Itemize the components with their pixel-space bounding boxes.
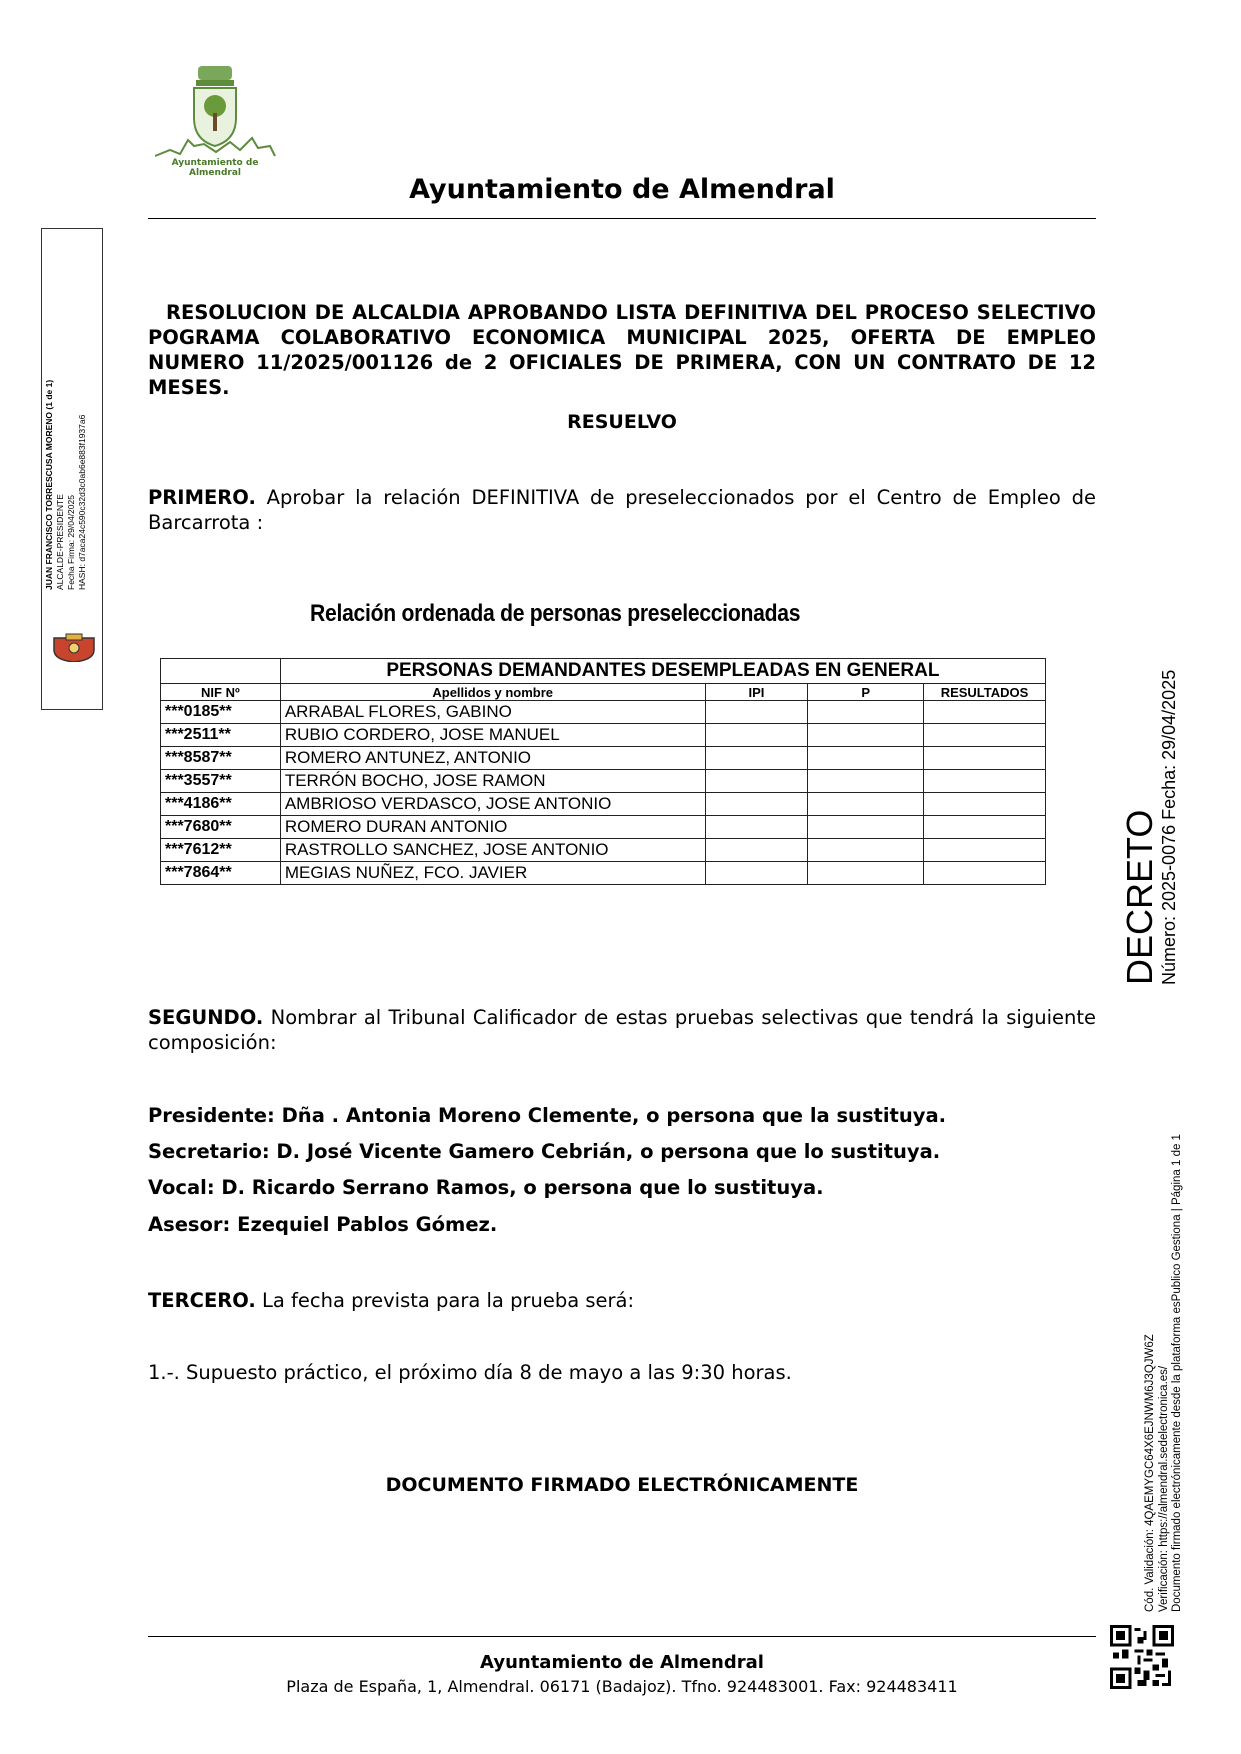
nif-cell: ***0185** [161,701,281,724]
tercero-text: La fecha prevista para la prueba será: [255,1289,635,1312]
tribunal-advisor: Asesor: Ezequiel Pablos Gómez. [148,1213,498,1236]
table-row [161,747,1046,770]
primero-label: PRIMERO. [148,486,256,509]
resolution-title: RESOLUCION DE ALCALDIA APROBANDO LISTA DEFINITIVA DEL PROCESO SELECTIVO POGRAMA COLABORATIVO ECONOMICA MUNICIPAL 2025, OFERTA DE EMPLEO NUMERO 11/2025/001126 de 2 OFICIALES DE PRIMERA, CON UN CONTRATO DE 12 MESES. [148,301,1096,399]
name-cell: RASTROLLO SANCHEZ, JOSE ANTONIO [280,839,705,862]
validation-info [1144,1092,1185,1612]
logo-caption: Ayuntamiento de Almendral [171,158,259,178]
table-row [161,770,1046,793]
tercero-label: TERCERO. [148,1289,256,1312]
col-header-name: Apellidos y nombre [280,684,705,701]
col-header-results: RESULTADOS [924,684,1046,701]
tercero-paragraph [148,1288,1096,1313]
nif-cell: ***8587** [161,747,281,770]
nif-cell: ***7612** [161,839,281,862]
nif-cell: ***2511** [161,724,281,747]
segundo-label: SEGUNDO. [148,1006,264,1029]
segundo-text: Nombrar al Tribunal Calificador de estas pruebas selectivas que tendrá la siguiente composición: [148,1006,1096,1054]
col-header-p: P [808,684,924,701]
tribunal-secretary: Secretario: D. José Vicente Gamero Cebrián, o persona que lo sustituya. [148,1140,941,1163]
footer-organization: Ayuntamiento de Almendral [480,1652,764,1673]
tribunal-president: Presidente: Dña . Antonia Moreno Clemente, o persona que la sustituya. [148,1104,947,1127]
col-header-ipi: IPI [705,684,808,701]
signature-stamp-text [44,190,88,590]
practical-test-item: 1.-. Supuesto práctico, el próximo día 8 de mayo a las 9:30 horas. [148,1361,792,1384]
table-row [161,701,1046,724]
scanned-list-title: Relación ordenada de personas preseleccionadas [310,600,801,627]
signer-name: JUAN FRANCISCO TORRESCUSA MORENO (1 de 1) [44,379,54,590]
name-cell: ARRABAL FLORES, GABINO [280,701,705,724]
footer-divider [148,1636,1096,1637]
name-cell: ROMERO DURAN ANTONIO [280,816,705,839]
page-title: Ayuntamiento de Almendral [409,174,835,205]
table-group-header: PERSONAS DEMANDANTES DESEMPLEADAS EN GENERAL [280,659,1045,684]
primero-text: Aprobar la relación DEFINITIVA de preseleccionados por el Centro de Empleo de Barcarrota : [148,486,1096,534]
decree-number-date: Número: 2025-0076 Fecha: 29/04/2025 [1159,669,1179,985]
table-row [161,862,1046,885]
verification-url: Verificación: https://almendral.sedelectronica.es/ [1157,1365,1170,1612]
signer-role: ALCALDE-PRESIDENTE [55,494,65,590]
preselected-candidates-table [160,658,1046,885]
platform-notice: Documento firmado electrónicamente desde la plataforma esPublico Gestiona | Página 1 de 1 [1171,1134,1183,1612]
table-header-blank [161,659,281,684]
col-header-nif: NIF Nº [161,684,281,701]
seal-icon [50,632,98,662]
name-cell: RUBIO CORDERO, JOSE MANUEL [280,724,705,747]
footer-address: Plaza de España, 1, Almendral. 06171 (Badajoz). Tfno. 924483001. Fax: 924483411 [286,1677,958,1696]
validation-code: Cód. Validación: 4QAEMYGC64X6EJNWM6J3QJW6Z [1144,1334,1156,1612]
nif-cell: ***4186** [161,793,281,816]
signature-date: Fecha Firma: 29/04/2025 [66,495,76,590]
table-row [161,816,1046,839]
header-divider [148,218,1096,219]
table-row [161,793,1046,816]
segundo-paragraph [148,1005,1096,1055]
qr-code-icon [1110,1625,1174,1689]
name-cell: MEGIAS NUÑEZ, FCO. JAVIER [280,862,705,885]
nif-cell: ***7680** [161,816,281,839]
tribunal-vocal: Vocal: D. Ricardo Serrano Ramos, o persona que lo sustituya. [148,1176,824,1199]
name-cell: ROMERO ANTUNEZ, ANTONIO [280,747,705,770]
table-row [161,724,1046,747]
municipal-coat-of-arms-logo [150,58,280,173]
nif-cell: ***7864** [161,862,281,885]
primero-paragraph [148,485,1096,535]
table-row [161,839,1046,862]
electronically-signed-notice: DOCUMENTO FIRMADO ELECTRÓNICAMENTE [385,1474,859,1496]
signature-hash: HASH: d7aca24c590c32d3c0ab6e883f1937a6 [77,414,87,590]
nif-cell: ***3557** [161,770,281,793]
resuelvo-heading: RESUELVO [567,411,677,433]
name-cell: TERRÓN BOCHO, JOSE RAMON [280,770,705,793]
name-cell: AMBRIOSO VERDASCO, JOSE ANTONIO [280,793,705,816]
decree-label: DECRETO [1119,809,1160,985]
